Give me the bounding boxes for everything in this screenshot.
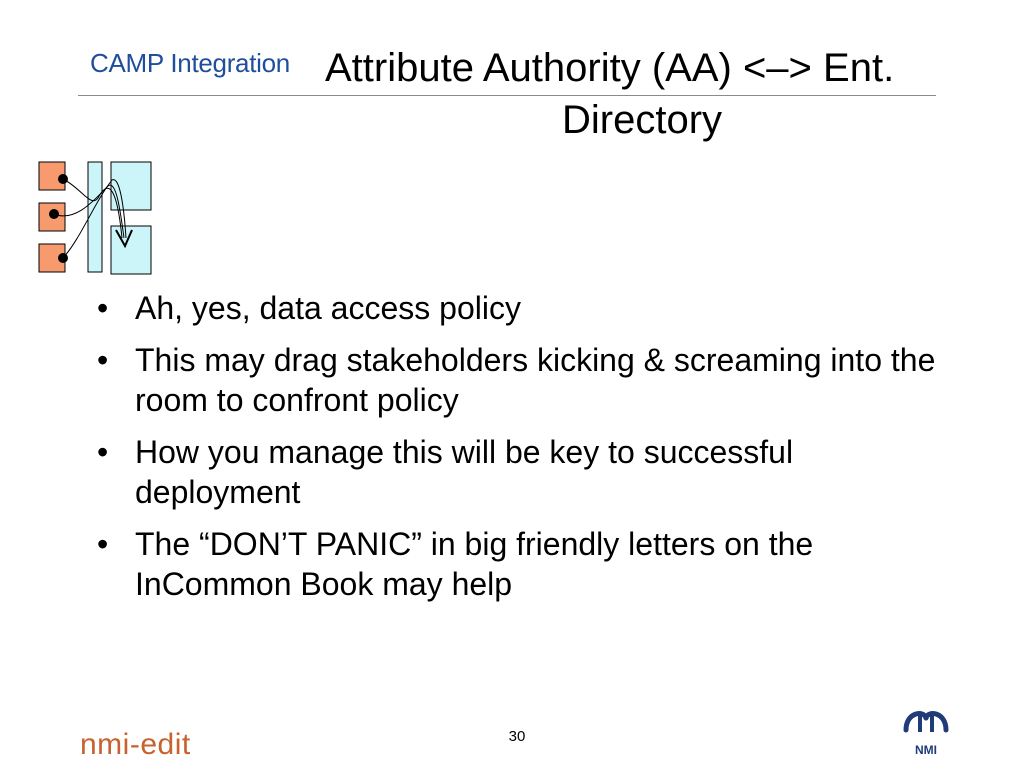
- bullet-glyph: •: [97, 434, 109, 470]
- bullet-glyph: •: [97, 342, 109, 378]
- bullet-glyph: •: [97, 526, 109, 562]
- title-divider: [78, 95, 936, 96]
- target-box-1: [111, 162, 151, 210]
- page-number: 30: [508, 728, 526, 745]
- nmi-logo-graphic: [896, 704, 956, 764]
- bullet-list: [97, 288, 957, 616]
- logo-stem-left: [918, 716, 922, 732]
- bullet-item: [97, 340, 957, 420]
- bullet-text: This may drag stakeholders kicking & screaming into the room to confront policy: [135, 342, 936, 418]
- bullet-item: [97, 432, 957, 512]
- diagram-graphic: [36, 158, 156, 278]
- section-label: CAMP Integration: [90, 48, 290, 78]
- bullet-glyph: •: [97, 290, 109, 326]
- attribute-authority-directory-diagram-icon: [36, 158, 156, 278]
- aggregator-bar: [88, 162, 102, 272]
- logo-arc-left: [906, 714, 926, 730]
- logo-arc-right: [926, 714, 946, 730]
- footer-brand: nmi-edit: [80, 728, 191, 761]
- slide-title-line-1: Attribute Authority (AA) <–> Ent.: [325, 46, 895, 90]
- logo-stem-right: [930, 716, 934, 732]
- bullet-text: Ah, yes, data access policy: [135, 290, 521, 326]
- slide-title-line-2: Directory: [562, 98, 723, 142]
- bullet-item: [97, 524, 957, 604]
- bullet-text: The “DON’T PANIC” in big friendly letters on the InCommon Book may help: [135, 526, 814, 602]
- bullet-item: [97, 288, 957, 328]
- slide-title: [325, 42, 1005, 146]
- logo-text: NMI: [915, 743, 937, 757]
- nmi-logo-icon: [896, 704, 956, 764]
- bullet-text: How you manage this will be key to successful deployment: [135, 434, 794, 510]
